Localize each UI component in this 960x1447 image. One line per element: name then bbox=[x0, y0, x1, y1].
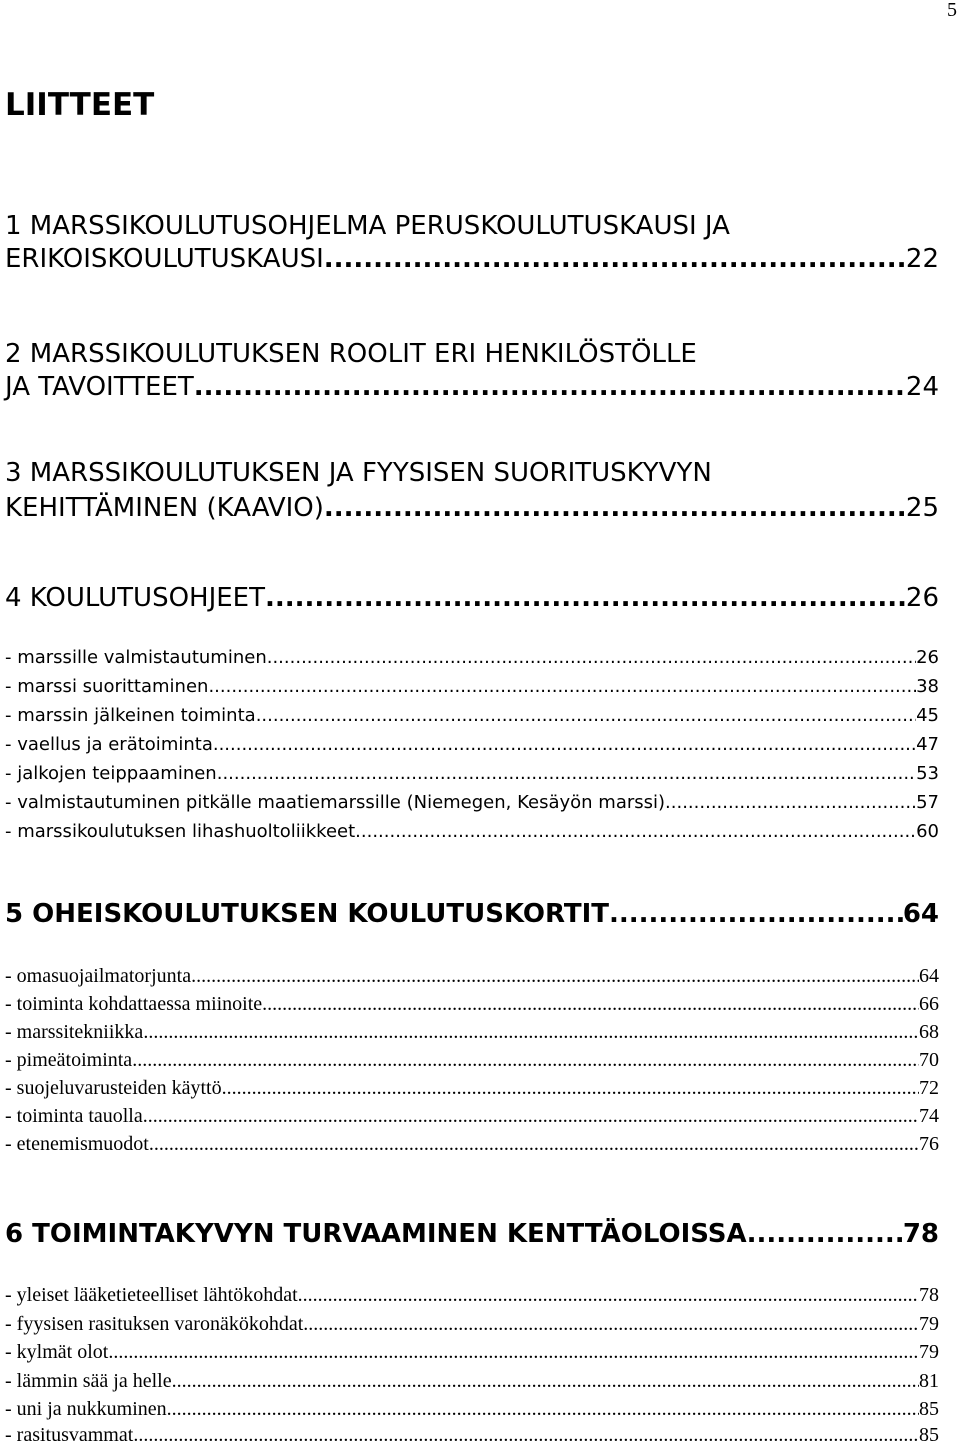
dot-leader bbox=[143, 1020, 919, 1044]
dot-leader bbox=[217, 763, 916, 785]
toc-subitem[interactable] bbox=[5, 1283, 939, 1307]
toc-entry-3[interactable] bbox=[5, 493, 939, 523]
toc-entry-page: 24 bbox=[905, 372, 939, 402]
toc-entry-label: 6 TOIMINTAKYVYN TURVAAMINEN KENTTÄOLOISSA bbox=[5, 1219, 747, 1249]
toc-entry-page: 22 bbox=[905, 244, 939, 274]
toc-subitem[interactable] bbox=[5, 647, 939, 669]
toc-subitem-label: - toiminta tauolla bbox=[5, 1105, 143, 1127]
toc-subitem-label: - uni ja nukkuminen bbox=[5, 1398, 167, 1420]
toc-entry-page: 78 bbox=[902, 1219, 939, 1249]
toc-subitem-page: 26 bbox=[916, 647, 939, 668]
toc-subitem-page: 66 bbox=[919, 993, 939, 1015]
dot-leader bbox=[298, 1283, 919, 1307]
toc-subitem-label: - marssin jälkeinen toiminta bbox=[5, 705, 256, 726]
toc-subitem-label: - rasitusvammat bbox=[5, 1424, 134, 1446]
dot-leader bbox=[213, 734, 916, 756]
toc-subitem-page: 64 bbox=[919, 965, 939, 987]
toc-entry-page: 25 bbox=[905, 493, 939, 523]
dot-leader bbox=[355, 821, 916, 843]
toc-subitem-page: 79 bbox=[919, 1313, 939, 1335]
toc-entry-5[interactable] bbox=[5, 899, 939, 929]
toc-subitem[interactable] bbox=[5, 1369, 939, 1393]
toc-entry-label: ERIKOISKOULUTUSKAUSI bbox=[5, 244, 324, 274]
toc-subitem[interactable] bbox=[5, 763, 939, 785]
toc-subitem-page: 47 bbox=[916, 734, 939, 755]
toc-entry-2-line1[interactable]: 2 MARSSIKOULUTUKSEN ROOLIT ERI HENKILÖSTÖLLE bbox=[5, 339, 697, 369]
dot-leader bbox=[133, 1423, 919, 1447]
toc-subitem[interactable] bbox=[5, 1076, 939, 1100]
toc-entry-label: JA TAVOITTEET bbox=[5, 372, 194, 402]
toc-subitem[interactable] bbox=[5, 792, 939, 814]
dot-leader bbox=[108, 1340, 919, 1364]
toc-subitem-page: 85 bbox=[919, 1398, 939, 1420]
toc-subitem-label: - marssikoulutuksen lihashuoltoliikkeet bbox=[5, 821, 356, 842]
dot-leader bbox=[256, 705, 916, 727]
toc-subitem-label: - valmistautuminen pitkälle maatiemarssille (Niemegen, Kesäyön marssi) bbox=[5, 792, 666, 813]
dot-leader bbox=[303, 1312, 919, 1336]
toc-entry-4[interactable] bbox=[5, 583, 939, 613]
toc-subitem-label: - pimeätoiminta bbox=[5, 1049, 133, 1071]
page-title: LIITTEET bbox=[5, 87, 155, 123]
toc-entry-label: KEHITTÄMINEN (KAAVIO) bbox=[5, 493, 324, 523]
toc-subitem-page: 81 bbox=[919, 1370, 939, 1392]
toc-entry-1-line1[interactable]: 1 MARSSIKOULUTUSOHJELMA PERUSKOULUTUSKAUSI JA bbox=[5, 211, 730, 241]
toc-subitem[interactable] bbox=[5, 964, 939, 988]
toc-subitem-label: - omasuojailmatorjunta bbox=[5, 965, 192, 987]
page-number: 5 bbox=[947, 0, 957, 21]
toc-subitem-page: 74 bbox=[919, 1105, 939, 1127]
toc-subitem-page: 68 bbox=[919, 1021, 939, 1043]
toc-subitem[interactable] bbox=[5, 1048, 939, 1072]
toc-subitem-label: - jalkojen teippaaminen bbox=[5, 763, 217, 784]
toc-entry-6[interactable] bbox=[5, 1219, 939, 1249]
toc-subitem-page: 53 bbox=[916, 763, 939, 784]
toc-subitem-page: 72 bbox=[919, 1077, 939, 1099]
dot-leader bbox=[208, 676, 916, 698]
toc-subitem[interactable] bbox=[5, 1312, 939, 1336]
toc-subitem-page: 38 bbox=[916, 676, 939, 697]
toc-entry-page: 26 bbox=[905, 583, 939, 613]
dot-leader bbox=[262, 992, 919, 1016]
toc-subitem-page: 76 bbox=[919, 1133, 939, 1155]
toc-entry-page: 64 bbox=[902, 899, 939, 929]
toc-subitem[interactable] bbox=[5, 1423, 939, 1447]
toc-entry-3-line1[interactable]: 3 MARSSIKOULUTUKSEN JA FYYSISEN SUORITUSKYVYN bbox=[5, 458, 712, 488]
toc-subitem-label: - kylmät olot bbox=[5, 1341, 109, 1363]
toc-entry-label: 5 OHEISKOULUTUKSEN KOULUTUSKORTIT bbox=[5, 899, 610, 929]
toc-subitem-label: - toiminta kohdattaessa miinoite bbox=[5, 993, 263, 1015]
toc-subitem-page: 57 bbox=[916, 792, 939, 813]
dot-leader bbox=[167, 1397, 919, 1421]
toc-subitem-label: - marssi suorittaminen bbox=[5, 676, 209, 697]
toc-subitem-page: 78 bbox=[919, 1284, 939, 1306]
toc-subitem-label: - lämmin sää ja helle bbox=[5, 1370, 172, 1392]
toc-subitem[interactable] bbox=[5, 1340, 939, 1364]
toc-subitem[interactable] bbox=[5, 1104, 939, 1128]
toc-subitem[interactable] bbox=[5, 821, 939, 843]
toc-subitem[interactable] bbox=[5, 1020, 939, 1044]
toc-subitem-label: - fyysisen rasituksen varonäkökohdat bbox=[5, 1313, 304, 1335]
toc-subitem-label: - yleiset lääketieteelliset lähtökohdat bbox=[5, 1284, 298, 1306]
dot-leader bbox=[324, 244, 906, 274]
toc-subitem-label: - marssitekniikka bbox=[5, 1021, 144, 1043]
toc-subitem-label: - suojeluvarusteiden käyttö bbox=[5, 1077, 222, 1099]
toc-subitem[interactable] bbox=[5, 676, 939, 698]
dot-leader bbox=[191, 964, 919, 988]
toc-subitem[interactable] bbox=[5, 992, 939, 1016]
dot-leader bbox=[143, 1104, 919, 1128]
dot-leader bbox=[747, 1219, 903, 1249]
toc-subitem-page: 45 bbox=[916, 705, 939, 726]
toc-subitem-label: - vaellus ja erätoiminta bbox=[5, 734, 213, 755]
toc-subitem[interactable] bbox=[5, 734, 939, 756]
toc-subitem-label: - etenemismuodot bbox=[5, 1133, 149, 1155]
dot-leader bbox=[265, 583, 906, 613]
toc-subitem-page: 70 bbox=[919, 1049, 939, 1071]
toc-subitem-page: 85 bbox=[919, 1424, 939, 1446]
toc-subitem[interactable] bbox=[5, 1132, 939, 1156]
toc-subitem[interactable] bbox=[5, 1397, 939, 1421]
toc-subitem-page: 79 bbox=[919, 1341, 939, 1363]
dot-leader bbox=[132, 1048, 919, 1072]
toc-entry-1[interactable] bbox=[5, 244, 939, 274]
dot-leader bbox=[609, 899, 903, 929]
dot-leader bbox=[172, 1369, 919, 1393]
dot-leader bbox=[194, 372, 906, 402]
toc-entry-2[interactable] bbox=[5, 372, 939, 402]
toc-subitem[interactable] bbox=[5, 705, 939, 727]
dot-leader bbox=[149, 1132, 919, 1156]
toc-subitem-label: - marssille valmistautuminen bbox=[5, 647, 267, 668]
dot-leader bbox=[324, 493, 906, 523]
toc-entry-label: 4 KOULUTUSOHJEET bbox=[5, 583, 265, 613]
toc-subitem-page: 60 bbox=[916, 821, 939, 842]
dot-leader bbox=[267, 647, 916, 669]
dot-leader bbox=[665, 792, 916, 814]
dot-leader bbox=[222, 1076, 919, 1100]
